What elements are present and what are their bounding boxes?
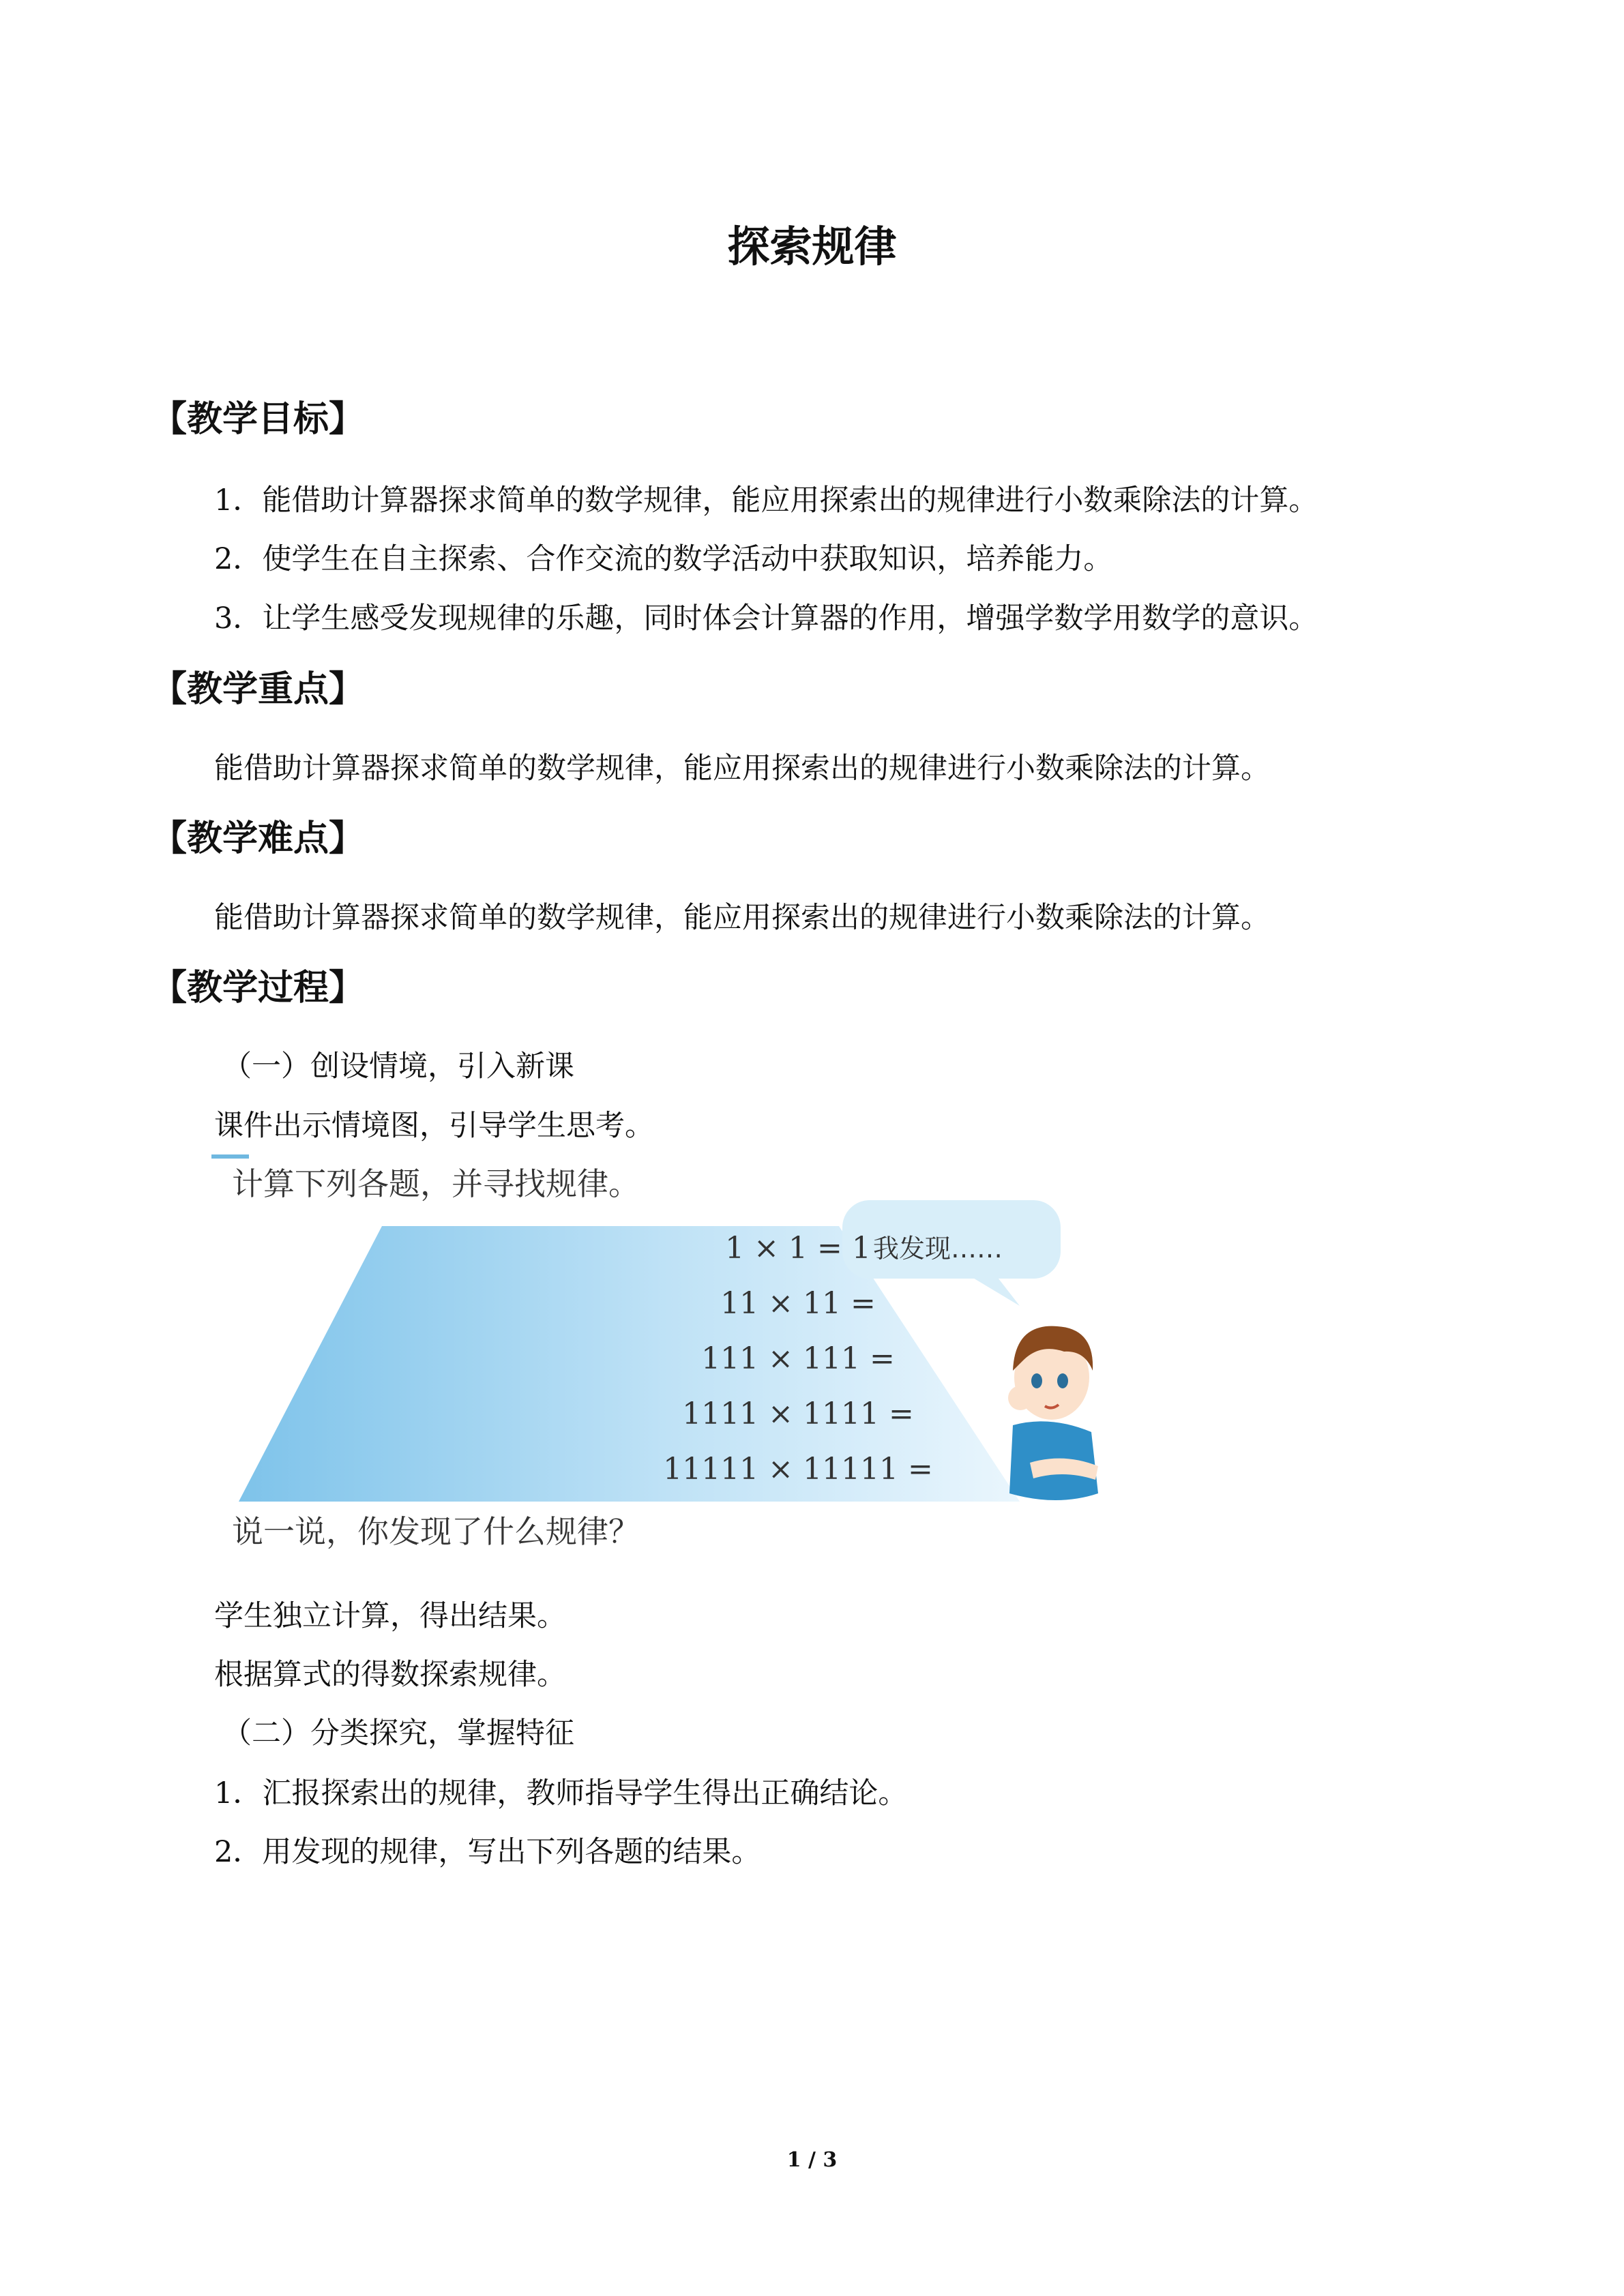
equation-4: 1111 × 1111 = bbox=[682, 1397, 914, 1431]
step1-title: （一）创设情境，引入新课 bbox=[222, 1049, 574, 1084]
after-figure-line-2: 根据算式的得数探索规律。 bbox=[214, 1658, 566, 1692]
step2-item-1: 1．汇报探索出的规律，教师指导学生得出正确结论。 bbox=[214, 1776, 908, 1810]
equation-5: 11111 × 11111 = bbox=[663, 1452, 933, 1487]
figure-question: 说一说，你发现了什么规律？ bbox=[232, 1513, 640, 1550]
speech-bubble-tail bbox=[969, 1275, 1020, 1306]
equation-1: 1 × 1 = 1 bbox=[725, 1231, 871, 1266]
after-figure-line-1: 学生独立计算，得出结果。 bbox=[214, 1599, 566, 1633]
difficulties-text: 能借助计算器探求简单的数学规律，能应用探索出的规律进行小数乘除法的计算。 bbox=[214, 901, 1270, 935]
situation-figure bbox=[211, 1152, 1194, 1548]
page-title: 探索规律 bbox=[727, 222, 897, 271]
goal-item-3: 3．让学生感受发现规律的乐趣，同时体会计算器的作用，增强学数学用数学的意识。 bbox=[214, 601, 1318, 636]
goal-item-1: 1．能借助计算器探求简单的数学规律，能应用探索出的规律进行小数乘除法的计算。 bbox=[214, 483, 1318, 518]
section-heading-goals: 【教学目标】 bbox=[151, 399, 365, 440]
step1-text: 课件出示情境图，引导学生思考。 bbox=[214, 1109, 654, 1143]
boy-illustration bbox=[1008, 1326, 1098, 1500]
equation-3: 111 × 111 = bbox=[701, 1341, 895, 1376]
section-heading-key-points: 【教学重点】 bbox=[151, 669, 365, 710]
key-points-text: 能借助计算器探求简单的数学规律，能应用探索出的规律进行小数乘除法的计算。 bbox=[214, 751, 1270, 786]
page-number: 1 / 3 bbox=[786, 2148, 838, 2172]
goal-item-2: 2．使学生在自主探索、合作交流的数学活动中获取知识，培养能力。 bbox=[214, 542, 1113, 576]
step2-item-2: 2．用发现的规律，写出下列各题的结果。 bbox=[214, 1835, 761, 1869]
section-heading-difficulties: 【教学难点】 bbox=[151, 818, 365, 859]
figure-prompt: 计算下列各题，并寻找规律。 bbox=[232, 1165, 640, 1202]
equation-2: 11 × 11 = bbox=[720, 1286, 876, 1321]
step2-title: （二）分类探究，掌握特征 bbox=[222, 1716, 574, 1750]
speech-bubble-text: 我发现…… bbox=[873, 1234, 1003, 1264]
section-heading-process: 【教学过程】 bbox=[151, 968, 365, 1009]
